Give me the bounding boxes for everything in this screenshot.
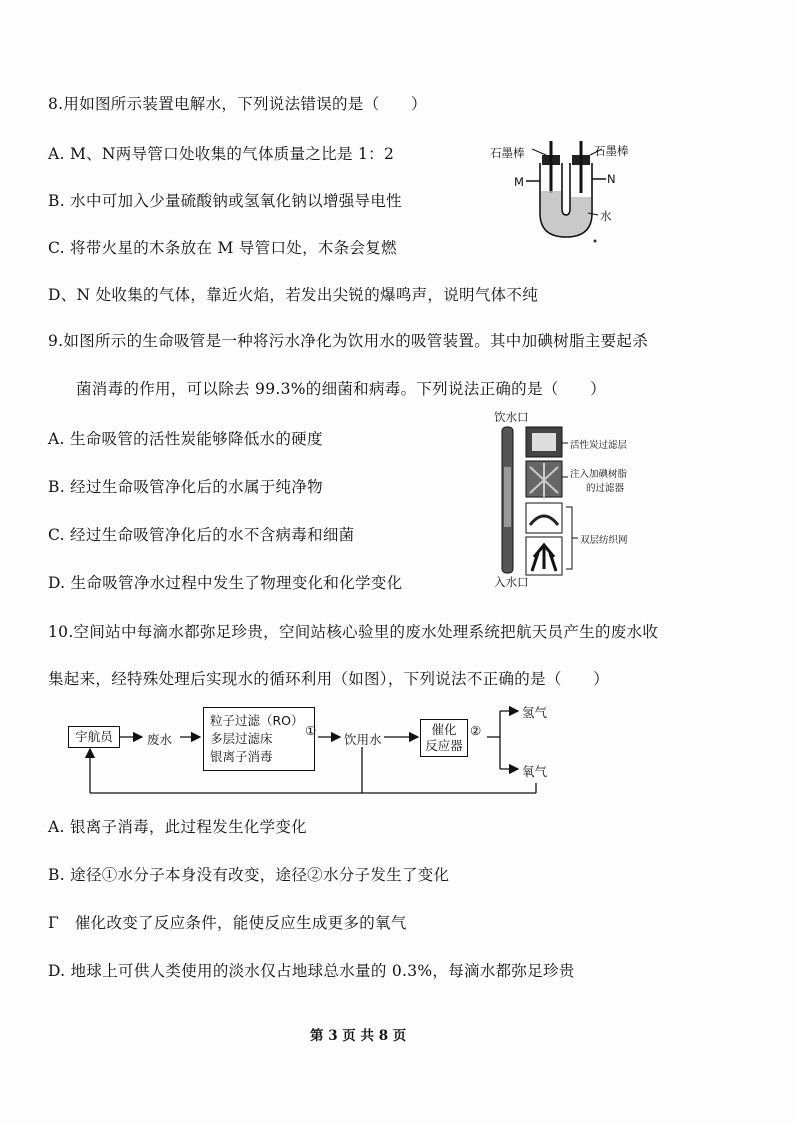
q8-option-a: A. M、N两导管口处收集的气体质量之比是 1：2 (48, 145, 395, 163)
q8-option-b: B. 水中可加入少量硫酸钠或氢氧化钠以增强导电性 (48, 192, 402, 210)
route-1-label: ① (305, 723, 317, 738)
q9-option-c: C. 经过生命吸管净化后的水不含病毒和细菌 (48, 526, 355, 544)
process-step-silver-ion: 银离子消毒 (210, 749, 273, 764)
outlet-label: 饮水口 (494, 410, 529, 424)
recycling-flow-diagram (60, 705, 560, 805)
layer3-label: 双层纺织网 (580, 535, 628, 546)
process-box (203, 707, 315, 771)
reactor-line1: 催化 (431, 722, 457, 737)
layer1-label: 活性炭过滤层 (570, 440, 628, 451)
route-2-label: ② (470, 723, 482, 738)
tube-m-label: M (514, 175, 524, 189)
q10-stem-line1: 10.空间站中每滴水都弥足珍贵，空间站核心验里的废水处理系统把航天员产生的废水收 (48, 623, 659, 641)
water-fill (541, 191, 591, 236)
q10-option-b: B. 途径①水分子本身没有改变，途径②水分子发生了变化 (48, 866, 450, 884)
oxygen-label: 氧气 (522, 764, 548, 779)
drinking-water-label: 饮用水 (344, 732, 382, 747)
process-step-filter-bed: 多层过滤床 (210, 731, 273, 746)
right-electrode-label: 石墨棒 (594, 144, 629, 158)
q9-stem-line1: 9.如图所示的生命吸管是一种将污水净化为饮用水的吸管装置。其中加碘树脂主要起杀 (48, 332, 648, 350)
layer2-label-line2: 的过滤器 (586, 483, 625, 494)
inlet-label: 入水口 (494, 575, 529, 589)
left-electrode-label: 石墨棒 (490, 146, 525, 160)
q9-stem-line2: 菌消毒的作用，可以除去 99.3%的细菌和病毒。下列说法正确的是（ ） (76, 380, 606, 398)
process-step-ro: 粒子过滤（RO） (210, 713, 304, 728)
electrolysis-figure (480, 135, 660, 250)
wastewater-label: 废水 (147, 732, 173, 747)
astronaut-box: 宇航员 (68, 726, 120, 748)
reactor-line2: 反应器 (425, 738, 463, 753)
life-straw-drawing (488, 407, 668, 592)
q9-option-a: A. 生命吸管的活性炭能够降低水的硬度 (48, 430, 323, 448)
q8-option-d: D、N 处收集的气体，靠近火焰，若发出尖锐的爆鸣声，说明气体不纯 (48, 286, 539, 304)
tube-n-label: N (607, 172, 616, 186)
q8-option-c: C. 将带火星的木条放在 M 导管口处，木条会复燃 (48, 239, 397, 257)
mesh-layer-upper (526, 503, 562, 533)
hydrogen-label: 氢气 (522, 705, 548, 720)
page-footer: 第 3 页 共 8 页 (310, 1028, 407, 1044)
water-label: 水 (600, 209, 612, 223)
q9-option-d: D. 生命吸管净水过程中发生了物理变化和化学变化 (48, 574, 403, 592)
q9-option-b: B. 经过生命吸管净化后的水属于纯净物 (48, 478, 323, 496)
q10-option-c: Γ 催化改变了反应条件，能使反应生成更多的氧气 (48, 914, 407, 932)
q8-stem: 8.用如图所示装置电解水，下列说法错误的是（ ） (48, 95, 427, 113)
q10-option-d: D. 地球上可供人类使用的淡水仅占地球总水量的 0.3%，每滴水都弥足珍贵 (48, 962, 575, 980)
life-straw-figure (488, 407, 668, 592)
layer2-label-line1: 注入加碘树脂 (570, 469, 628, 480)
q10-stem-line2: 集起来，经特殊处理后实现水的循环利用（如图），下列说法不正确的是（ ） (48, 670, 610, 688)
catalytic-reactor-box (420, 719, 468, 757)
q10-option-a: A. 银离子消毒，此过程发生化学变化 (48, 818, 307, 836)
